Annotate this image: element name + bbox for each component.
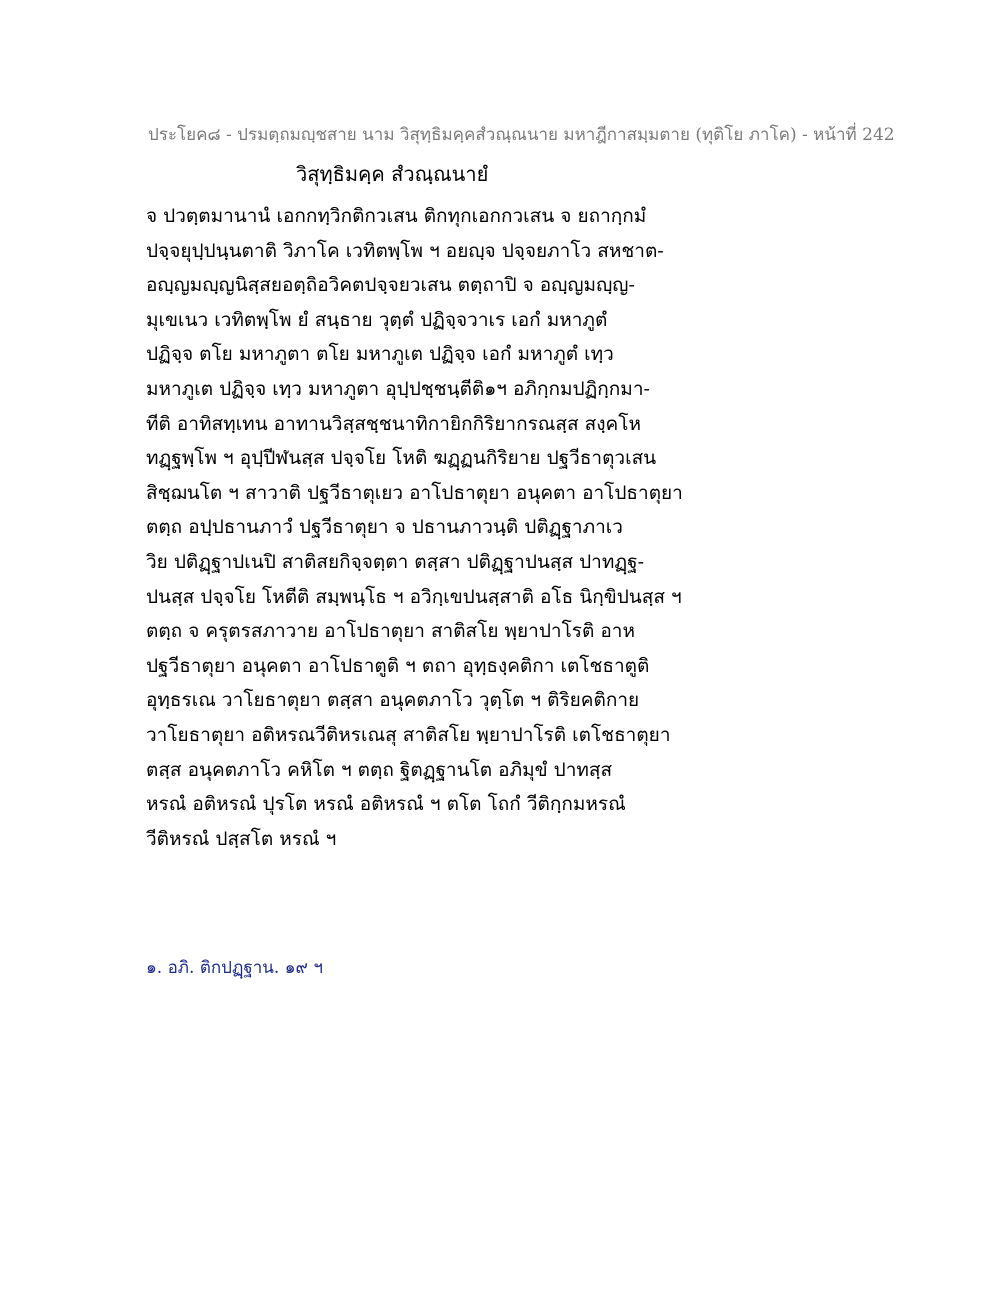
body-line: มหาภูเต ปฏิจฺจ เทฺว มหาภูตา อุปฺปชฺชนฺตีติ๑ฯ อภิกฺกมปฏิกฺกมา-: [146, 377, 650, 400]
body-line: ปฐวีธาตุยา อนุคตา อาโปธาตูติ ฯ ตถา อุทฺธงฺคติกา เตโชธาตูติ: [146, 654, 650, 677]
body-line: สิชฺฌนโต ฯ สาวาติ ปฐวีธาตุเยว อาโปธาตุยา อนุคตา อาโปธาตุยา: [146, 481, 683, 504]
body-line: มุเขเนว เวทิตพฺโพ ยํ สนฺธาย วุตฺตํ ปฏิจฺจวาเร เอกํ มหาภูตํ: [146, 308, 608, 331]
body-line: วีติหรณํ ปสฺสโต หรณํ ฯ: [146, 827, 337, 850]
body-line: ตตฺถ จ ครุตรสภาวาย อาโปธาตุยา สาติสโย พฺยาปาโรติ อาห: [146, 620, 635, 643]
body-text: [146, 199, 866, 856]
running-header: ประโยค๘ - ปรมตฺถมญฺชสาย นาม วิสุทฺธิมคฺคสํวณฺณนาย มหาฎีกาสมฺมตาย (ทุติโย ภาโค) - หน้าที่ 242: [148, 125, 895, 145]
body-line: วาโยธาตุยา อติหรณวีติหรเณสุ สาติสโย พฺยาปาโรติ เตโชธาตุยา: [146, 723, 671, 746]
footnote: ๑. อภิ. ติกปฏฺฐาน. ๑๙ ฯ: [146, 958, 323, 978]
body-line: จ ปวตฺตมานานํ เอกกทฺวิกติกวเสน ติกทุกเอกกวเสน จ ยถากฺกมํ: [146, 205, 647, 227]
body-line: ทฏฺฐพฺโพ ฯ อุปฺปีฬนสฺส ปจฺจโย โหติ ฆฏฺฏนกิริยาย ปฐวีธาตุวเสน: [146, 447, 657, 470]
body-line: ทีติ อาทิสทฺเทน อาทานวิสฺสชฺชนาทิกายิกกิริยากรณสฺส สงฺคโห: [146, 412, 641, 435]
body-line: อุทฺธรเณ วาโยธาตุยา ตสฺสา อนุคตภาโว วุตฺโต ฯ ติริยคติกาย: [146, 689, 640, 712]
body-line: ตสฺส อนุคตภาโว คหิโต ฯ ตตฺถ ฐิตฏฺฐานโต อภิมุขํ ปาทสฺส: [146, 758, 613, 781]
body-line: ตตฺถ อปฺปธานภาวํ ปฐวีธาตุยา จ ปธานภาวนฺติ ปติฏฺฐาภาเว: [146, 516, 623, 539]
body-line: หรณํ อติหรณํ ปุรโต หรณํ อติหรณํ ฯ ตโต โถกํ วีติกฺกมหรณํ: [146, 793, 626, 816]
body-line: ปฏิจฺจ ตโย มหาภูตา ตโย มหาภูเต ปฏิจฺจ เอกํ มหาภูตํ เทฺว: [146, 343, 614, 366]
body-line: ปนสฺส ปจฺจโย โหตีติ สมฺพนฺโธ ฯ อวิกฺเขปนสฺสาติ อโธ นิกฺขิปนสฺส ฯ: [146, 585, 682, 608]
section-title: วิสุทฺธิมคฺค สํวณฺณนายํ: [296, 162, 489, 186]
body-line: อญฺญมญฺญนิสฺสยอตฺถิอวิคตปจฺจยวเสน ตตฺถาปิ จ อญฺญมญฺญ-: [146, 274, 635, 297]
body-line: วิย ปติฏฺฐาปเนปิ สาติสยกิจฺจตฺตา ตสฺสา ปติฏฺฐาปนสฺส ปาทฏฺฐ-: [146, 550, 645, 573]
body-line: ปจฺจยุปฺปนฺนตาติ วิภาโค เวทิตพฺโพ ฯ อยญฺจ ปจฺจยภาโว สหชาต-: [146, 239, 664, 262]
